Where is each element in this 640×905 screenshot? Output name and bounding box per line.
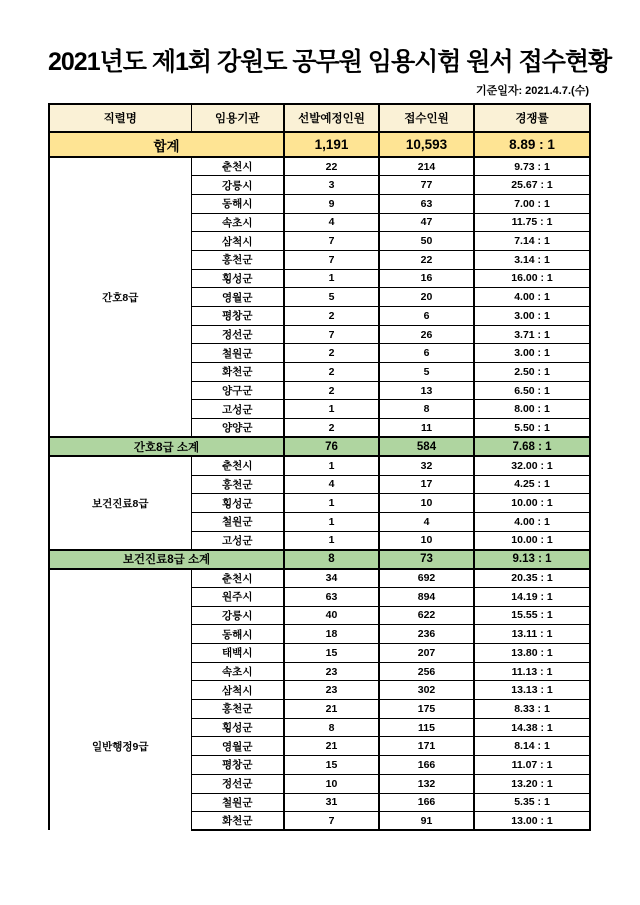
applied-cell: 207 [379, 644, 474, 663]
planned-cell: 2 [284, 344, 379, 363]
planned-cell: 1 [284, 400, 379, 419]
subtotal-label-cell: 간호8급 소계 [49, 437, 284, 456]
ratio-cell: 8.00 : 1 [474, 400, 590, 419]
agency-cell: 철원군 [191, 512, 284, 531]
agency-cell: 춘천시 [191, 456, 284, 475]
ratio-cell: 11.07 : 1 [474, 756, 590, 775]
applied-cell: 894 [379, 587, 474, 606]
column-header: 임용기관 [191, 104, 284, 132]
table-row [49, 456, 590, 475]
ratio-cell: 4.25 : 1 [474, 475, 590, 494]
agency-cell: 춘천시 [191, 157, 284, 176]
agency-cell: 횡성군 [191, 269, 284, 288]
planned-cell: 2 [284, 363, 379, 382]
agency-cell: 동해시 [191, 625, 284, 644]
applied-cell: 63 [379, 194, 474, 213]
planned-cell: 2 [284, 419, 379, 438]
agency-cell: 동해시 [191, 194, 284, 213]
planned-cell: 31 [284, 793, 379, 812]
ratio-cell: 8.33 : 1 [474, 700, 590, 719]
planned-cell: 23 [284, 662, 379, 681]
ratio-cell: 4.00 : 1 [474, 288, 590, 307]
subtotal-ratio-cell: 7.68 : 1 [474, 437, 590, 456]
agency-cell: 삼척시 [191, 232, 284, 251]
planned-cell: 18 [284, 625, 379, 644]
ratio-cell: 13.11 : 1 [474, 625, 590, 644]
ratio-cell: 13.13 : 1 [474, 681, 590, 700]
agency-cell: 평창군 [191, 756, 284, 775]
group-cell: 간호8급 [49, 157, 191, 437]
ratio-cell: 20.35 : 1 [474, 569, 590, 588]
agency-cell: 홍천군 [191, 700, 284, 719]
applied-cell: 10 [379, 531, 474, 550]
ratio-cell: 3.00 : 1 [474, 344, 590, 363]
table-row [49, 569, 590, 588]
agency-cell: 속초시 [191, 213, 284, 232]
subtotal-row [49, 550, 590, 569]
applied-cell: 132 [379, 774, 474, 793]
applied-cell: 236 [379, 625, 474, 644]
planned-cell: 1 [284, 456, 379, 475]
ratio-cell: 3.14 : 1 [474, 250, 590, 269]
planned-cell: 3 [284, 176, 379, 195]
applied-cell: 17 [379, 475, 474, 494]
ratio-cell: 7.00 : 1 [474, 194, 590, 213]
applied-cell: 256 [379, 662, 474, 681]
planned-cell: 1 [284, 512, 379, 531]
agency-cell: 홍천군 [191, 250, 284, 269]
agency-cell: 원주시 [191, 587, 284, 606]
applied-cell: 166 [379, 793, 474, 812]
applied-cell: 214 [379, 157, 474, 176]
applied-cell: 50 [379, 232, 474, 251]
applied-cell: 4 [379, 512, 474, 531]
ratio-cell: 3.00 : 1 [474, 307, 590, 326]
planned-cell: 23 [284, 681, 379, 700]
planned-cell: 34 [284, 569, 379, 588]
agency-cell: 횡성군 [191, 718, 284, 737]
ratio-cell: 10.00 : 1 [474, 531, 590, 550]
ratio-cell: 32.00 : 1 [474, 456, 590, 475]
planned-cell: 9 [284, 194, 379, 213]
agency-cell: 강릉시 [191, 606, 284, 625]
agency-cell: 철원군 [191, 344, 284, 363]
agency-cell: 화천군 [191, 363, 284, 382]
applied-cell: 6 [379, 344, 474, 363]
planned-cell: 4 [284, 213, 379, 232]
agency-cell: 횡성군 [191, 494, 284, 513]
column-header: 경쟁률 [474, 104, 590, 132]
application-status-table [48, 103, 591, 831]
applied-cell: 77 [379, 176, 474, 195]
applied-cell: 32 [379, 456, 474, 475]
agency-cell: 정선군 [191, 774, 284, 793]
subtotal-ratio-cell: 9.13 : 1 [474, 550, 590, 569]
agency-cell: 춘천시 [191, 569, 284, 588]
ratio-cell: 6.50 : 1 [474, 381, 590, 400]
planned-cell: 7 [284, 812, 379, 831]
total-planned-cell: 1,191 [284, 132, 379, 157]
ratio-cell: 16.00 : 1 [474, 269, 590, 288]
total-ratio-cell: 8.89 : 1 [474, 132, 590, 157]
applied-cell: 171 [379, 737, 474, 756]
agency-cell: 고성군 [191, 531, 284, 550]
applied-cell: 22 [379, 250, 474, 269]
agency-cell: 영월군 [191, 288, 284, 307]
subtotal-planned-cell: 76 [284, 437, 379, 456]
ratio-cell: 11.75 : 1 [474, 213, 590, 232]
ratio-cell: 9.73 : 1 [474, 157, 590, 176]
table-row [49, 157, 590, 176]
planned-cell: 7 [284, 232, 379, 251]
planned-cell: 8 [284, 718, 379, 737]
ratio-cell: 4.00 : 1 [474, 512, 590, 531]
applied-cell: 166 [379, 756, 474, 775]
ratio-cell: 13.80 : 1 [474, 644, 590, 663]
subtotal-applied-cell: 584 [379, 437, 474, 456]
ratio-cell: 13.20 : 1 [474, 774, 590, 793]
planned-cell: 15 [284, 644, 379, 663]
planned-cell: 40 [284, 606, 379, 625]
page-title: 2021년도 제1회 강원도 공무원 임용시험 원서 접수현황 [48, 48, 612, 76]
agency-cell: 평창군 [191, 307, 284, 326]
planned-cell: 5 [284, 288, 379, 307]
planned-cell: 15 [284, 756, 379, 775]
planned-cell: 63 [284, 587, 379, 606]
applied-cell: 47 [379, 213, 474, 232]
ratio-cell: 15.55 : 1 [474, 606, 590, 625]
planned-cell: 4 [284, 475, 379, 494]
agency-cell: 홍천군 [191, 475, 284, 494]
document-content [48, 0, 612, 831]
ratio-cell: 10.00 : 1 [474, 494, 590, 513]
applied-cell: 175 [379, 700, 474, 719]
applied-cell: 692 [379, 569, 474, 588]
agency-cell: 양양군 [191, 419, 284, 438]
applied-cell: 622 [379, 606, 474, 625]
subtotal-planned-cell: 8 [284, 550, 379, 569]
agency-cell: 속초시 [191, 662, 284, 681]
applied-cell: 26 [379, 325, 474, 344]
group-cell: 보건진료8급 [49, 456, 191, 549]
applied-cell: 20 [379, 288, 474, 307]
subtotal-row [49, 437, 590, 456]
agency-cell: 화천군 [191, 812, 284, 831]
applied-cell: 13 [379, 381, 474, 400]
applied-cell: 6 [379, 307, 474, 326]
planned-cell: 7 [284, 250, 379, 269]
applied-cell: 115 [379, 718, 474, 737]
planned-cell: 10 [284, 774, 379, 793]
table-header [49, 104, 590, 132]
agency-cell: 삼척시 [191, 681, 284, 700]
column-header: 접수인원 [379, 104, 474, 132]
ratio-cell: 5.35 : 1 [474, 793, 590, 812]
ratio-cell: 2.50 : 1 [474, 363, 590, 382]
planned-cell: 1 [284, 531, 379, 550]
ratio-cell: 5.50 : 1 [474, 419, 590, 438]
applied-cell: 11 [379, 419, 474, 438]
subtotal-applied-cell: 73 [379, 550, 474, 569]
agency-cell: 영월군 [191, 737, 284, 756]
planned-cell: 2 [284, 307, 379, 326]
applied-cell: 10 [379, 494, 474, 513]
column-header: 선발예정인원 [284, 104, 379, 132]
planned-cell: 21 [284, 737, 379, 756]
total-label-cell: 합계 [49, 132, 284, 157]
ratio-cell: 14.19 : 1 [474, 587, 590, 606]
planned-cell: 7 [284, 325, 379, 344]
ratio-cell: 25.67 : 1 [474, 176, 590, 195]
column-header: 직렬명 [49, 104, 191, 132]
agency-cell: 정선군 [191, 325, 284, 344]
ratio-cell: 8.14 : 1 [474, 737, 590, 756]
grand-total-row [49, 132, 590, 157]
total-applied-cell: 10,593 [379, 132, 474, 157]
planned-cell: 1 [284, 494, 379, 513]
agency-cell: 태백시 [191, 644, 284, 663]
group-cell: 일반행정9급 [49, 569, 191, 831]
applied-cell: 5 [379, 363, 474, 382]
planned-cell: 22 [284, 157, 379, 176]
subtotal-label-cell: 보건진료8급 소계 [49, 550, 284, 569]
applied-cell: 302 [379, 681, 474, 700]
ratio-cell: 14.38 : 1 [474, 718, 590, 737]
planned-cell: 1 [284, 269, 379, 288]
ratio-cell: 11.13 : 1 [474, 662, 590, 681]
planned-cell: 2 [284, 381, 379, 400]
agency-cell: 철원군 [191, 793, 284, 812]
reference-date: 기준일자: 2021.4.7.(수) [475, 85, 589, 97]
agency-cell: 고성군 [191, 400, 284, 419]
agency-cell: 강릉시 [191, 176, 284, 195]
header-row [49, 104, 590, 132]
applied-cell: 16 [379, 269, 474, 288]
ratio-cell: 7.14 : 1 [474, 232, 590, 251]
ratio-cell: 13.00 : 1 [474, 812, 590, 831]
agency-cell: 양구군 [191, 381, 284, 400]
ratio-cell: 3.71 : 1 [474, 325, 590, 344]
planned-cell: 21 [284, 700, 379, 719]
applied-cell: 91 [379, 812, 474, 831]
table-body [49, 132, 590, 830]
applied-cell: 8 [379, 400, 474, 419]
